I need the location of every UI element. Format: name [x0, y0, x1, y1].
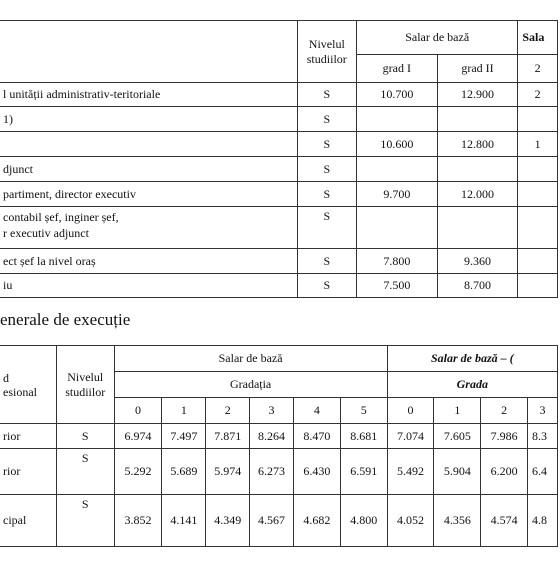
grad-2-cell — [437, 157, 518, 182]
alt-value-cell: 7.605 — [434, 424, 481, 449]
nivel-studii-header: Nivelul studiilor — [297, 21, 356, 83]
function-name: djunct — [0, 157, 297, 182]
grad-name: rior — [0, 449, 56, 495]
section-title: enerale de execuție — [0, 310, 131, 329]
alt-value-cell: 8.3 — [528, 424, 558, 449]
function-name: iu — [0, 274, 297, 298]
extra-cell — [518, 207, 558, 249]
function-name: 1) — [0, 107, 297, 132]
table-row — [0, 424, 558, 449]
grad-1-cell: 10.600 — [357, 132, 438, 157]
table-row — [0, 157, 558, 182]
grad-1-header: grad I — [357, 55, 438, 83]
grad-profesional-header: d esional — [0, 346, 56, 424]
value-cell: 4.349 — [206, 495, 250, 547]
grad-1-cell: 7.500 — [357, 274, 438, 298]
nivel-cell: S — [297, 182, 356, 207]
extra-header: 2 — [518, 55, 558, 83]
value-cell: 6.591 — [340, 449, 387, 495]
value-cell: 5.292 — [114, 449, 162, 495]
alt-value-cell: 4.8 — [528, 495, 558, 547]
grad-name: cipal — [0, 495, 56, 547]
table-row — [0, 182, 558, 207]
step-header: 2 — [206, 398, 250, 424]
nivel-cell: S — [297, 157, 356, 182]
step-header: 1 — [162, 398, 206, 424]
value-cell: 6.430 — [293, 449, 340, 495]
step-header: 4 — [293, 398, 340, 424]
grad-2-cell: 9.360 — [437, 249, 518, 274]
salar-baza-header: Salar de bază — [357, 21, 518, 55]
nivel-studii-header: Nivelul studiilor — [56, 346, 114, 424]
alt-value-cell: 4.356 — [434, 495, 481, 547]
step-header: 0 — [114, 398, 162, 424]
value-cell: 4.682 — [293, 495, 340, 547]
value-cell: 6.974 — [114, 424, 162, 449]
function-header-cell — [0, 21, 297, 83]
table-row — [0, 132, 558, 157]
extra-cell — [518, 274, 558, 298]
table-row — [0, 207, 558, 249]
grad-1-cell — [357, 157, 438, 182]
value-cell: 8.470 — [293, 424, 340, 449]
value-cell: 6.273 — [250, 449, 294, 495]
gradatia-alt-header: Grada — [387, 372, 557, 398]
table-row — [0, 107, 558, 132]
value-cell: 7.871 — [206, 424, 250, 449]
table-row — [0, 274, 558, 298]
nivel-cell: S — [56, 424, 114, 449]
table-row — [0, 449, 558, 495]
step-alt-header: 2 — [481, 398, 528, 424]
nivel-cell: S — [297, 274, 356, 298]
extra-cell — [518, 157, 558, 182]
table-row — [0, 495, 558, 547]
table-row — [0, 249, 558, 274]
nivel-cell: S — [56, 449, 114, 495]
salar-alt-header: Sala — [518, 21, 558, 55]
alt-value-cell: 5.904 — [434, 449, 481, 495]
function-name: contabil șef, inginer șef, r executiv adjunct — [0, 207, 297, 249]
grad-2-cell: 8.700 — [437, 274, 518, 298]
nivel-cell: S — [297, 249, 356, 274]
step-alt-header: 0 — [387, 398, 434, 424]
salar-baza-header: Salar de bază — [114, 346, 387, 372]
alt-value-cell: 6.4 — [528, 449, 558, 495]
extra-cell — [518, 182, 558, 207]
function-name: ect șef la nivel oraș — [0, 249, 297, 274]
function-name — [0, 132, 297, 157]
value-cell: 8.264 — [250, 424, 294, 449]
value-cell: 5.974 — [206, 449, 250, 495]
nivel-cell: S — [297, 83, 356, 107]
grad-2-cell: 12.000 — [437, 182, 518, 207]
nivel-cell: S — [297, 207, 356, 249]
salar-alt-header: Salar de bază – ( — [387, 346, 557, 372]
grad-2-cell: 12.800 — [437, 132, 518, 157]
value-cell: 4.800 — [340, 495, 387, 547]
grad-2-cell: 12.900 — [437, 83, 518, 107]
function-name: partiment, director executiv — [0, 182, 297, 207]
grad-1-cell — [357, 107, 438, 132]
grad-1-cell: 10.700 — [357, 83, 438, 107]
grad-name: rior — [0, 424, 56, 449]
step-alt-header: 3 — [528, 398, 558, 424]
step-header: 3 — [250, 398, 294, 424]
nivel-cell: S — [297, 107, 356, 132]
grad-1-cell: 9.700 — [357, 182, 438, 207]
value-cell: 7.497 — [162, 424, 206, 449]
grad-1-cell: 7.800 — [357, 249, 438, 274]
grad-1-cell — [357, 207, 438, 249]
step-header: 5 — [340, 398, 387, 424]
function-name: l unității administrativ-teritoriale — [0, 83, 297, 107]
nivel-cell: S — [56, 495, 114, 547]
value-cell: 4.141 — [162, 495, 206, 547]
alt-value-cell: 5.492 — [387, 449, 434, 495]
step-alt-header: 1 — [434, 398, 481, 424]
alt-value-cell: 6.200 — [481, 449, 528, 495]
value-cell: 5.689 — [162, 449, 206, 495]
value-cell: 3.852 — [114, 495, 162, 547]
extra-cell — [518, 107, 558, 132]
alt-value-cell: 7.074 — [387, 424, 434, 449]
nivel-cell: S — [297, 132, 356, 157]
extra-cell: 2 — [518, 83, 558, 107]
extra-cell — [518, 249, 558, 274]
grad-2-cell — [437, 207, 518, 249]
grad-2-header: grad II — [437, 55, 518, 83]
alt-value-cell: 4.574 — [481, 495, 528, 547]
value-cell: 4.567 — [250, 495, 294, 547]
salary-table-execution — [0, 345, 558, 547]
salary-table-leadership — [0, 20, 558, 298]
gradatia-header: Gradația — [114, 372, 387, 398]
alt-value-cell: 7.986 — [481, 424, 528, 449]
extra-cell: 1 — [518, 132, 558, 157]
table-row — [0, 83, 558, 107]
value-cell: 8.681 — [340, 424, 387, 449]
grad-2-cell — [437, 107, 518, 132]
alt-value-cell: 4.052 — [387, 495, 434, 547]
